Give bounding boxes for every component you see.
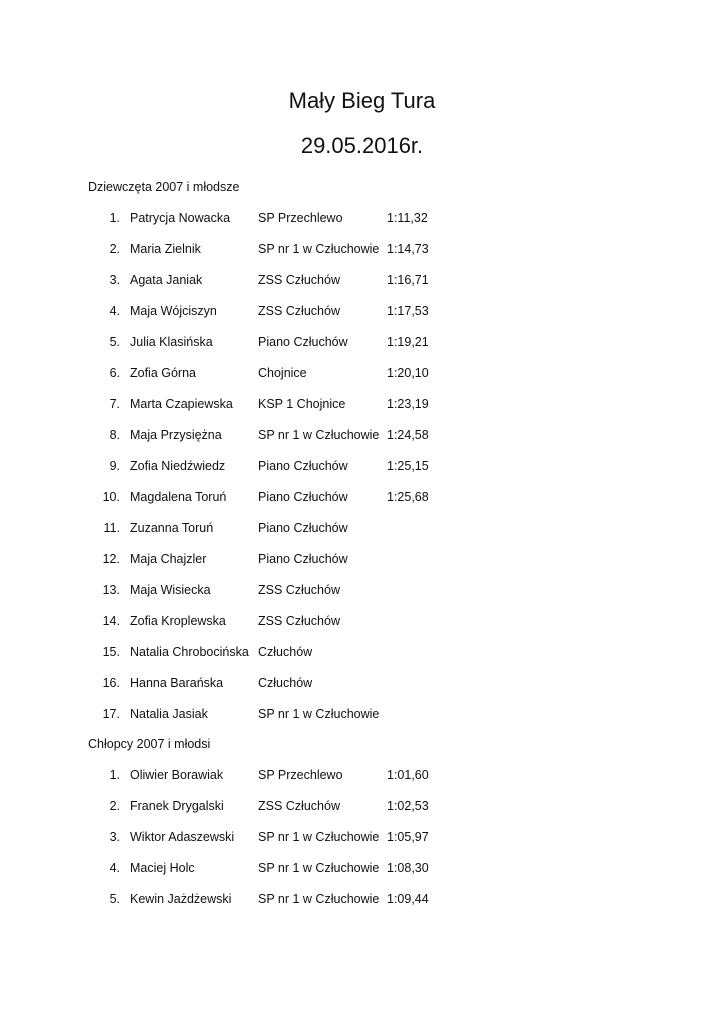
- club-name: ZSS Człuchów: [258, 583, 340, 597]
- club-name: ZSS Człuchów: [258, 614, 340, 628]
- result-row: [0, 521, 724, 541]
- athlete-name: Wiktor Adaszewski: [130, 830, 235, 844]
- place-number: 12.: [102, 552, 120, 566]
- result-row: [0, 428, 724, 448]
- result-row: [0, 768, 724, 788]
- place-number: 11.: [103, 521, 120, 535]
- athlete-name: Zuzanna Toruń: [130, 521, 214, 535]
- result-time: 1:01,60: [387, 768, 429, 782]
- place-number: 17.: [102, 707, 120, 721]
- club-name: Piano Człuchów: [258, 521, 348, 535]
- athlete-name: Zofia Niedźwiedz: [130, 459, 226, 473]
- result-time: 1:11,32: [387, 211, 428, 225]
- result-row: [0, 366, 724, 386]
- place-number: 4.: [109, 861, 120, 875]
- place-number: 16.: [102, 676, 120, 690]
- page-title: [0, 88, 724, 114]
- club-name: SP nr 1 w Człuchowie: [258, 428, 380, 442]
- place-number: 3.: [109, 830, 120, 844]
- club-name: Piano Człuchów: [258, 335, 348, 349]
- result-row: [0, 211, 724, 231]
- athlete-name: Maria Zielnik: [130, 242, 201, 256]
- place-number: 2.: [109, 242, 120, 256]
- club-name: Człuchów: [258, 645, 313, 659]
- result-row: [0, 273, 724, 293]
- athlete-name: Maciej Holc: [130, 861, 195, 875]
- athlete-name: Oliwier Borawiak: [130, 768, 224, 782]
- place-number: 1.: [109, 768, 120, 782]
- result-time: 1:19,21: [387, 335, 429, 349]
- result-row: [0, 676, 724, 696]
- boys-section-label: Chłopcy 2007 i młodsi: [88, 737, 211, 751]
- place-number: 6.: [109, 366, 120, 380]
- girls-section-label: Dziewczęta 2007 i młodsze: [88, 180, 240, 194]
- result-time: 1:20,10: [387, 366, 429, 380]
- place-number: 4.: [109, 304, 120, 318]
- result-row: [0, 645, 724, 665]
- place-number: 15.: [102, 645, 120, 659]
- place-number: 1.: [109, 211, 120, 225]
- athlete-name: Franek Drygalski: [130, 799, 224, 813]
- club-name: KSP 1 Chojnice: [258, 397, 346, 411]
- athlete-name: Zofia Kroplewska: [130, 614, 226, 628]
- athlete-name: Natalia Chrobocińska: [130, 645, 249, 659]
- place-number: 3.: [109, 273, 120, 287]
- event-date: [0, 133, 724, 159]
- result-time: 1:25,68: [387, 490, 429, 504]
- club-name: ZSS Człuchów: [258, 799, 340, 813]
- club-name: SP Przechlewo: [258, 211, 343, 225]
- club-name: ZSS Człuchów: [258, 304, 340, 318]
- place-number: 2.: [109, 799, 120, 813]
- result-time: 1:24,58: [387, 428, 429, 442]
- result-row: [0, 397, 724, 417]
- result-row: [0, 552, 724, 572]
- athlete-name: Maja Przysiężna: [130, 428, 222, 442]
- athlete-name: Zofia Górna: [130, 366, 197, 380]
- result-time: 1:23,19: [387, 397, 429, 411]
- athlete-name: Marta Czapiewska: [130, 397, 233, 411]
- result-row: [0, 459, 724, 479]
- place-number: 8.: [109, 428, 120, 442]
- place-number: 10.: [102, 490, 120, 504]
- result-time: 1:05,97: [387, 830, 429, 844]
- club-name: Piano Człuchów: [258, 490, 348, 504]
- result-row: [0, 583, 724, 603]
- place-number: 13.: [102, 583, 120, 597]
- result-row: [0, 304, 724, 324]
- result-time: 1:02,53: [387, 799, 429, 813]
- club-name: SP nr 1 w Człuchowie: [258, 242, 380, 256]
- result-row: [0, 830, 724, 850]
- result-row: [0, 335, 724, 355]
- club-name: Chojnice: [258, 366, 307, 380]
- athlete-name: Julia Klasińska: [130, 335, 213, 349]
- club-name: Piano Człuchów: [258, 552, 348, 566]
- club-name: SP nr 1 w Człuchowie: [258, 892, 380, 906]
- result-time: 1:14,73: [387, 242, 429, 256]
- athlete-name: Magdalena Toruń: [130, 490, 227, 504]
- athlete-name: Maja Chajzler: [130, 552, 207, 566]
- athlete-name: Hanna Barańska: [130, 676, 224, 690]
- place-number: 7.: [109, 397, 120, 411]
- result-row: [0, 707, 724, 727]
- club-name: ZSS Człuchów: [258, 273, 340, 287]
- club-name: SP nr 1 w Człuchowie: [258, 830, 380, 844]
- athlete-name: Agata Janiak: [130, 273, 203, 287]
- athlete-name: Patrycja Nowacka: [130, 211, 231, 225]
- club-name: SP nr 1 w Człuchowie: [258, 707, 380, 721]
- result-row: [0, 242, 724, 262]
- athlete-name: Maja Wójciszyn: [130, 304, 217, 318]
- place-number: 5.: [109, 892, 120, 906]
- result-time: 1:16,71: [387, 273, 429, 287]
- place-number: 9.: [109, 459, 120, 473]
- result-row: [0, 490, 724, 510]
- athlete-name: Maja Wisiecka: [130, 583, 211, 597]
- result-row: [0, 799, 724, 819]
- club-name: Człuchów: [258, 676, 313, 690]
- result-time: 1:08,30: [387, 861, 429, 875]
- result-time: 1:25,15: [387, 459, 429, 473]
- athlete-name: Kewin Jażdżewski: [130, 892, 232, 906]
- page-title-text: Mały Bieg Tura: [288, 88, 436, 113]
- result-row: [0, 614, 724, 634]
- club-name: SP Przechlewo: [258, 768, 343, 782]
- result-time: 1:09,44: [387, 892, 429, 906]
- result-row: [0, 892, 724, 912]
- place-number: 5.: [109, 335, 120, 349]
- place-number: 14.: [102, 614, 120, 628]
- event-date-text: 29.05.2016r.: [300, 133, 424, 158]
- club-name: Piano Człuchów: [258, 459, 348, 473]
- result-row: [0, 861, 724, 881]
- result-time: 1:17,53: [387, 304, 429, 318]
- club-name: SP nr 1 w Człuchowie: [258, 861, 380, 875]
- athlete-name: Natalia Jasiak: [130, 707, 208, 721]
